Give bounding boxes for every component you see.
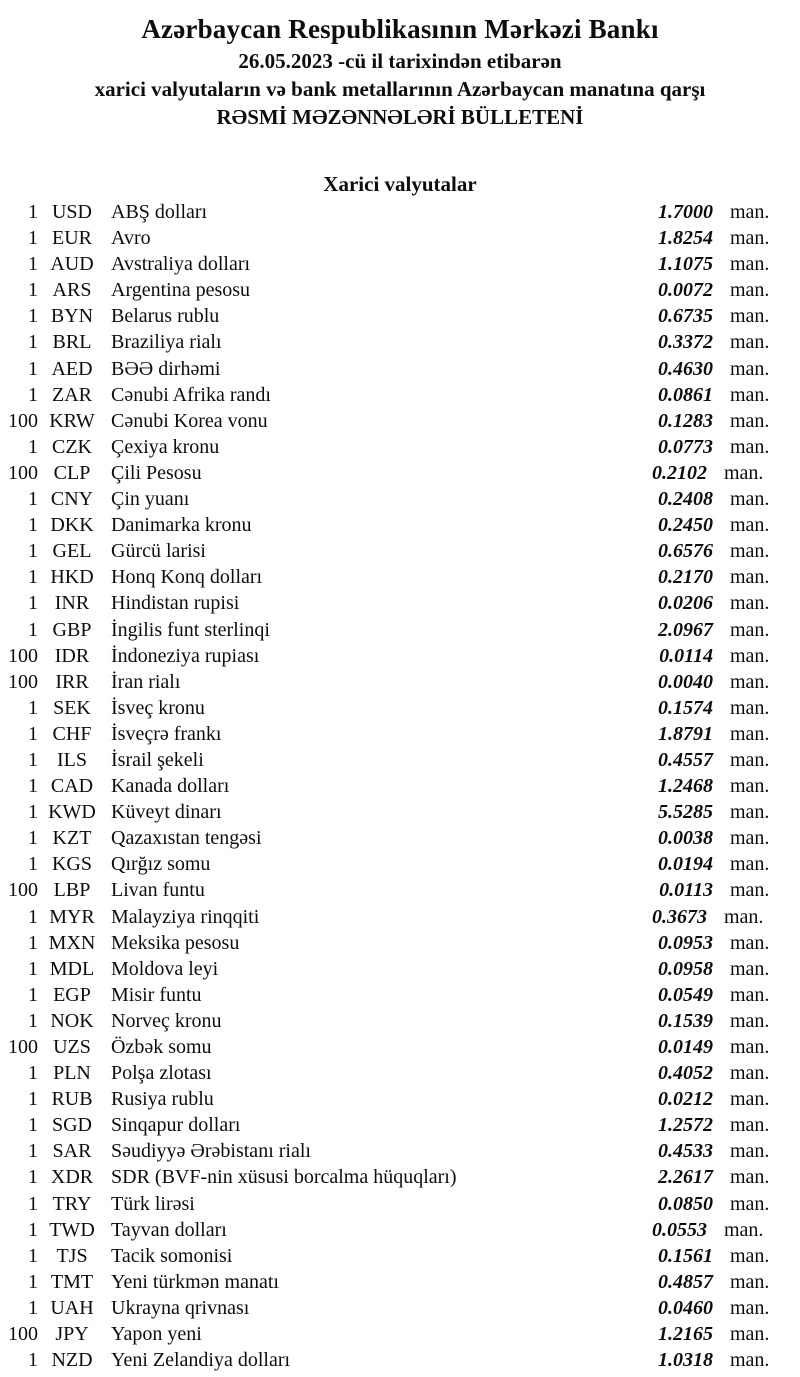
currency-rate: 0.0114 <box>659 644 713 667</box>
currency-quantity: 1 <box>28 435 38 458</box>
currency-rate-row <box>0 1217 800 1243</box>
currency-rate-row <box>0 408 800 434</box>
currency-code: CHF <box>52 722 92 745</box>
unit-label: man. <box>730 1009 770 1032</box>
currency-quantity: 1 <box>28 905 38 928</box>
currency-rate-row <box>0 695 800 721</box>
unit-label: man. <box>730 409 770 432</box>
currency-rate: 0.2102 <box>652 461 707 484</box>
currency-quantity: 1 <box>28 305 38 328</box>
currency-rate: 1.2468 <box>658 775 713 798</box>
currency-name: BƏƏ dirhəmi <box>111 357 221 380</box>
currency-quantity: 1 <box>28 1192 38 1215</box>
unit-label: man. <box>730 931 770 954</box>
currency-rate-row <box>0 382 800 408</box>
unit-label: man. <box>730 305 770 328</box>
currency-name: İngilis funt sterlinqi <box>111 618 270 641</box>
currency-rate: 0.0113 <box>659 879 713 902</box>
currency-code: CNY <box>50 488 94 511</box>
currency-quantity: 1 <box>28 540 38 563</box>
currency-quantity: 1 <box>28 1349 38 1372</box>
currency-name: Cənubi Afrika randı <box>111 383 271 406</box>
currency-name: Yeni Zelandiya dolları <box>111 1349 291 1372</box>
currency-rate-row <box>0 434 800 460</box>
currency-quantity: 1 <box>28 566 38 589</box>
currency-rate: 1.2572 <box>658 1114 713 1137</box>
currency-quantity: 1 <box>28 748 38 771</box>
currency-code: TMT <box>50 1270 94 1293</box>
currency-code: MXN <box>48 931 96 954</box>
currency-quantity: 1 <box>28 801 38 824</box>
currency-rate-row <box>0 590 800 616</box>
currency-rate: 1.7000 <box>658 201 713 223</box>
currency-name: Tacik somonisi <box>111 1244 233 1267</box>
currency-rate-row <box>0 1243 800 1269</box>
currency-rate-row <box>0 1191 800 1217</box>
currency-quantity: 1 <box>28 1062 38 1085</box>
currency-code: AED <box>51 357 93 380</box>
currency-name: İsveçrə frankı <box>111 722 222 745</box>
currency-name: Özbək somu <box>111 1036 212 1058</box>
currency-rate-row <box>0 851 800 877</box>
currency-rate: 0.0212 <box>658 1088 713 1111</box>
currency-name: Çexiya kronu <box>111 435 220 458</box>
currency-rate: 1.0318 <box>658 1349 713 1372</box>
currency-rate-row <box>0 486 800 512</box>
currency-code: BYN <box>50 305 94 328</box>
currency-rate-row <box>0 225 800 251</box>
currency-rate: 0.0773 <box>658 435 713 458</box>
currency-code: KGS <box>51 853 92 876</box>
currency-code: SEK <box>53 696 91 719</box>
currency-quantity: 100 <box>8 644 38 667</box>
currency-rate-row <box>0 1008 800 1034</box>
currency-name: İsveç kronu <box>111 696 205 719</box>
currency-rate-row <box>0 564 800 590</box>
section-title-foreign-currencies: Xarici valyutalar <box>323 172 477 196</box>
currency-rate-row <box>0 825 800 851</box>
currency-code: ILS <box>57 748 87 771</box>
currency-rate-row <box>0 721 800 747</box>
unit-label: man. <box>730 644 770 667</box>
unit-label: man. <box>730 1349 770 1372</box>
currency-name: Rusiya rublu <box>111 1088 214 1111</box>
currency-name: Qırğız somu <box>111 853 211 876</box>
currency-name: Yeni türkmən manatı <box>111 1270 279 1293</box>
currency-name: Küveyt dinarı <box>111 801 222 824</box>
currency-rate-row <box>0 460 800 486</box>
currency-quantity: 1 <box>28 1244 38 1267</box>
currency-code: TJS <box>56 1244 88 1267</box>
currency-rate-row <box>0 277 800 303</box>
currency-rate-row <box>0 930 800 956</box>
currency-rate: 0.0958 <box>658 957 713 980</box>
currency-name: Misir funtu <box>111 983 202 1006</box>
currency-rate-row <box>0 356 800 382</box>
currency-rate-row <box>0 1269 800 1295</box>
unit-label: man. <box>730 1166 770 1189</box>
currency-name: Avstraliya dolları <box>111 253 251 276</box>
currency-quantity: 100 <box>8 409 38 432</box>
unit-label: man. <box>730 1323 770 1346</box>
currency-rate: 0.0850 <box>658 1192 713 1215</box>
currency-rate: 2.2617 <box>658 1166 713 1189</box>
currency-code: KRW <box>49 409 95 432</box>
currency-rate: 0.0149 <box>658 1036 713 1058</box>
currency-rate: 0.1283 <box>658 409 713 432</box>
currency-quantity: 1 <box>28 1114 38 1137</box>
currency-name: Danimarka kronu <box>111 514 252 537</box>
currency-code: IRR <box>55 670 89 693</box>
currency-code: MYR <box>49 905 95 928</box>
unit-label: man. <box>730 331 770 354</box>
currency-name: Belarus rublu <box>111 305 220 328</box>
currency-rate-row <box>0 1034 800 1060</box>
unit-label: man. <box>730 279 770 302</box>
bulletin-name: RƏSMİ MƏZƏNNƏLƏRİ BÜLLETENİ <box>216 105 584 129</box>
currency-rate-row <box>0 251 800 277</box>
currency-rate-row <box>0 982 800 1008</box>
currency-name: Çin yuanı <box>111 488 190 511</box>
unit-label: man. <box>730 253 770 276</box>
currency-quantity: 1 <box>28 827 38 850</box>
currency-rate: 0.0460 <box>658 1296 713 1319</box>
currency-quantity: 100 <box>8 879 38 902</box>
currency-code: TWD <box>49 1218 95 1241</box>
currency-code: NOK <box>50 1009 94 1032</box>
currency-rate-row <box>0 1060 800 1086</box>
currency-rate: 0.1561 <box>658 1244 713 1267</box>
unit-label: man. <box>730 383 770 406</box>
currency-name: Polşa zlotası <box>111 1062 212 1085</box>
currency-code: RUB <box>51 1088 93 1111</box>
currency-rate: 0.6576 <box>658 540 713 563</box>
currency-code: ARS <box>52 279 92 302</box>
currency-code: MDL <box>49 957 95 980</box>
currency-rate-row <box>0 1112 800 1138</box>
currency-quantity: 1 <box>28 1218 38 1241</box>
currency-rate: 0.4052 <box>658 1062 713 1085</box>
currency-rate: 0.3673 <box>652 905 707 928</box>
currency-quantity: 1 <box>28 1270 38 1293</box>
unit-label: man. <box>730 1088 770 1111</box>
currency-rate-row <box>0 329 800 355</box>
currency-name: Səudiyyə Ərəbistanı rialı <box>111 1140 311 1163</box>
currency-rate-row <box>0 669 800 695</box>
currency-name: ABŞ dolları <box>111 201 208 223</box>
unit-label: man. <box>730 722 770 745</box>
currency-name: Malayziya rinqqiti <box>111 905 260 928</box>
currency-code: EGP <box>53 983 91 1006</box>
currency-name: Tayvan dolları <box>111 1218 227 1241</box>
currency-rate: 0.1539 <box>658 1009 713 1032</box>
currency-rate: 0.1574 <box>658 696 713 719</box>
unit-label: man. <box>730 618 770 641</box>
unit-label: man. <box>730 1296 770 1319</box>
currency-quantity: 1 <box>28 775 38 798</box>
currency-code: UAH <box>50 1296 94 1319</box>
currency-quantity: 1 <box>28 488 38 511</box>
currency-quantity: 100 <box>8 670 38 693</box>
currency-name: SDR (BVF-nin xüsusi borcalma hüquqları) <box>111 1166 457 1189</box>
bulletin-subtitle: xarici valyutaların və bank metallarının Azərbaycan manatına qarşı <box>94 77 706 101</box>
currency-name: Gürcü larisi <box>111 540 206 563</box>
currency-quantity: 1 <box>28 957 38 980</box>
currency-code: IDR <box>54 644 90 667</box>
unit-label: man. <box>730 957 770 980</box>
currency-quantity: 1 <box>28 514 38 537</box>
currency-rate: 1.8791 <box>658 722 713 745</box>
currency-name: İran rialı <box>111 670 181 693</box>
currency-code: JPY <box>55 1323 89 1346</box>
currency-code: HKD <box>50 566 94 589</box>
currency-code: KWD <box>48 801 96 824</box>
unit-label: man. <box>730 201 770 223</box>
currency-rate-row <box>0 904 800 930</box>
currency-name: Argentina pesosu <box>111 279 251 302</box>
currency-rate-row <box>0 1138 800 1164</box>
currency-code: TRY <box>52 1192 92 1215</box>
unit-label: man. <box>730 801 770 824</box>
unit-label: man. <box>730 1270 770 1293</box>
currency-code: GBP <box>52 618 92 641</box>
currency-rate-row <box>0 512 800 538</box>
currency-code: XDR <box>50 1166 94 1189</box>
currency-code: DKK <box>50 514 94 537</box>
currency-quantity: 100 <box>8 1323 38 1346</box>
currency-rate: 0.0206 <box>658 592 713 615</box>
currency-rate: 0.0038 <box>658 827 713 850</box>
currency-quantity: 1 <box>28 1140 38 1163</box>
currency-rate-row <box>0 199 800 225</box>
unit-label: man. <box>730 748 770 771</box>
unit-label: man. <box>730 514 770 537</box>
currency-name: Ukrayna qrivnası <box>111 1296 250 1319</box>
currency-quantity: 1 <box>28 618 38 641</box>
unit-label: man. <box>730 566 770 589</box>
unit-label: man. <box>724 461 764 484</box>
currency-name: Meksika pesosu <box>111 931 240 954</box>
currency-rate-row <box>0 303 800 329</box>
currency-name: Moldova leyi <box>111 957 219 980</box>
currency-quantity: 1 <box>28 1088 38 1111</box>
unit-label: man. <box>730 227 770 250</box>
currency-rate: 0.4857 <box>658 1270 713 1293</box>
currency-code: KZT <box>52 827 92 850</box>
currency-name: Cənubi Korea vonu <box>111 409 268 432</box>
currency-code: INR <box>54 592 90 615</box>
effective-date-line: 26.05.2023 -cü il tarixindən etibarən <box>238 49 562 73</box>
currency-rate: 0.0553 <box>652 1218 707 1241</box>
currency-quantity: 1 <box>28 1166 38 1189</box>
unit-label: man. <box>730 1114 770 1137</box>
currency-code: PLN <box>53 1062 91 1085</box>
rates-table <box>0 199 800 1373</box>
currency-rate-row <box>0 956 800 982</box>
currency-name: İndoneziya rupiası <box>111 644 260 667</box>
unit-label: man. <box>730 983 770 1006</box>
currency-name: Livan funtu <box>111 879 205 902</box>
currency-name: Çili Pesosu <box>111 461 202 484</box>
currency-quantity: 1 <box>28 592 38 615</box>
currency-rate-row <box>0 617 800 643</box>
unit-label: man. <box>730 592 770 615</box>
unit-label: man. <box>730 1140 770 1163</box>
currency-rate: 0.4630 <box>658 357 713 380</box>
currency-quantity: 1 <box>28 983 38 1006</box>
unit-label: man. <box>730 853 770 876</box>
currency-code: USD <box>51 201 92 223</box>
currency-rate-row <box>0 538 800 564</box>
currency-code: SGD <box>51 1114 92 1137</box>
currency-rate: 0.2170 <box>658 566 713 589</box>
currency-name: Yapon yeni <box>111 1323 202 1346</box>
currency-rate: 0.4557 <box>658 748 713 771</box>
unit-label: man. <box>730 1062 770 1085</box>
currency-quantity: 100 <box>8 461 38 484</box>
currency-quantity: 1 <box>28 279 38 302</box>
currency-quantity: 1 <box>28 357 38 380</box>
currency-name: Braziliya rialı <box>111 331 222 354</box>
unit-label: man. <box>730 488 770 511</box>
currency-rate: 2.0967 <box>658 618 713 641</box>
currency-quantity: 1 <box>28 383 38 406</box>
unit-label: man. <box>730 827 770 850</box>
currency-rate: 0.0072 <box>658 279 713 302</box>
currency-rate: 0.6735 <box>658 305 713 328</box>
unit-label: man. <box>730 670 770 693</box>
currency-quantity: 100 <box>8 1036 38 1058</box>
currency-rate: 1.2165 <box>658 1323 713 1346</box>
unit-label: man. <box>730 357 770 380</box>
currency-name: Türk lirəsi <box>111 1192 195 1215</box>
currency-quantity: 1 <box>28 853 38 876</box>
currency-rate: 0.2450 <box>658 514 713 537</box>
currency-code: CAD <box>50 775 94 798</box>
currency-rate-row <box>0 877 800 903</box>
currency-code: GEL <box>52 540 92 563</box>
currency-rate: 1.8254 <box>658 227 713 250</box>
currency-quantity: 1 <box>28 722 38 745</box>
currency-code: AUD <box>50 253 94 276</box>
currency-name: Sinqapur dolları <box>111 1114 241 1137</box>
unit-label: man. <box>730 696 770 719</box>
currency-code: CZK <box>52 435 92 458</box>
currency-code: ZAR <box>52 383 92 406</box>
currency-rate: 1.1075 <box>658 253 713 276</box>
currency-quantity: 1 <box>28 1009 38 1032</box>
currency-quantity: 1 <box>28 227 38 250</box>
currency-quantity: 1 <box>28 331 38 354</box>
currency-rate-row <box>0 799 800 825</box>
currency-rate-row <box>0 1164 800 1190</box>
unit-label: man. <box>724 905 764 928</box>
currency-rate: 0.2408 <box>658 488 713 511</box>
currency-rate: 0.4533 <box>658 1140 713 1163</box>
bulletin-header <box>0 0 800 131</box>
currency-rate-row <box>0 1086 800 1112</box>
currency-quantity: 1 <box>28 1296 38 1319</box>
currency-quantity: 1 <box>28 696 38 719</box>
currency-name: İsrail şekeli <box>111 748 204 771</box>
currency-code: CLP <box>53 461 91 484</box>
currency-rate-row <box>0 1347 800 1373</box>
currency-rate: 0.0861 <box>658 383 713 406</box>
currency-code: EUR <box>52 227 92 250</box>
currency-quantity: 1 <box>28 253 38 276</box>
currency-name: Avro <box>111 227 151 250</box>
unit-label: man. <box>730 435 770 458</box>
currency-rate-row <box>0 1295 800 1321</box>
bank-title: Azərbaycan Respublikasının Mərkəzi Bankı <box>141 14 659 44</box>
currency-rate: 0.3372 <box>658 331 713 354</box>
currency-code: UZS <box>53 1036 91 1058</box>
currency-code: SAR <box>52 1140 92 1163</box>
unit-label: man. <box>730 775 770 798</box>
currency-rate-row <box>0 773 800 799</box>
unit-label: man. <box>730 540 770 563</box>
currency-name: Norveç kronu <box>111 1009 222 1032</box>
currency-code: BRL <box>52 331 92 354</box>
unit-label: man. <box>724 1218 764 1241</box>
currency-name: Kanada dolları <box>111 775 230 798</box>
currency-code: NZD <box>51 1349 93 1372</box>
unit-label: man. <box>730 879 770 902</box>
currency-rate: 0.0040 <box>658 670 713 693</box>
currency-quantity: 1 <box>28 931 38 954</box>
currency-name: Hindistan rupisi <box>111 592 240 615</box>
currency-name: Honq Konq dolları <box>111 566 263 589</box>
currency-rate-row <box>0 747 800 773</box>
currency-code: LBP <box>53 879 91 902</box>
currency-rate: 0.0549 <box>658 983 713 1006</box>
currency-quantity: 1 <box>28 201 38 223</box>
currency-rate-row <box>0 643 800 669</box>
unit-label: man. <box>730 1036 770 1058</box>
currency-rate: 0.0953 <box>658 931 713 954</box>
currency-rate-row <box>0 1321 800 1347</box>
unit-label: man. <box>730 1244 770 1267</box>
unit-label: man. <box>730 1192 770 1215</box>
currency-rate: 0.0194 <box>658 853 713 876</box>
currency-name: Qazaxıstan tengəsi <box>111 827 262 850</box>
currency-rate: 5.5285 <box>658 801 713 824</box>
